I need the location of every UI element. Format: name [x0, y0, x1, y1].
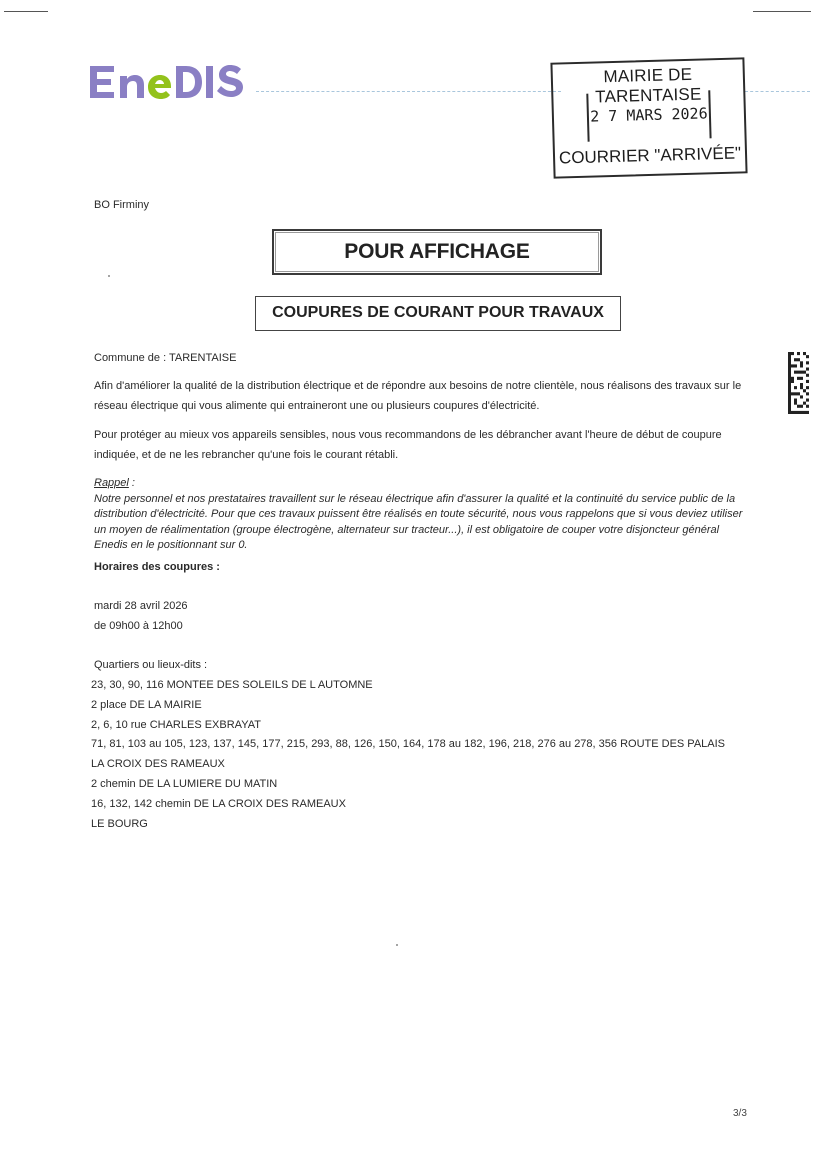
commune-line: Commune de : TARENTAISE: [94, 352, 237, 364]
stamp-organisation: MAIRIE DE TARENTAISE: [595, 64, 702, 107]
scan-speck: [396, 944, 398, 946]
reminder-text: Notre personnel et nos prestataires travaillent sur le réseau électrique afin d'assurer la qualité et la continuité du service public de la distribution d'électricité. Pour que ces travaux puissent être réalisés en toute sécurité, nous vous rappelons que si vous deviez utiliser un moyen de réalimentation (groupe électrogène, alternateur sur tracteur...), il est obligatoire de couper votre disjoncteur général Enedis en le positionnant sur 0.: [94, 492, 743, 552]
stamp-date-box: [586, 90, 711, 141]
stamp-date: 2 7 MARS 2026: [589, 104, 708, 126]
list-item: 2 place DE LA MAIRIE: [91, 698, 202, 711]
reminder-heading: [94, 476, 754, 492]
scan-edge-mark-left: [4, 11, 48, 12]
list-item: 2, 6, 10 rue CHARLES EXBRAYAT: [91, 718, 261, 731]
reception-stamp: [550, 57, 747, 178]
logo-underline-right: [745, 91, 810, 92]
reminder-title-suffix: :: [128, 477, 135, 489]
areas-heading: Quartiers ou lieux-dits :: [94, 659, 208, 671]
stamp-mail-type: COURRIER "ARRIVÉE": [558, 143, 742, 168]
list-item: LE BOURG: [91, 817, 148, 830]
scan-speck: [108, 275, 110, 277]
list-item: 16, 132, 142 chemin DE LA CROIX DES RAMEAUX: [91, 797, 346, 810]
list-item: LA CROIX DES RAMEAUX: [91, 758, 225, 771]
sender-office: BO Firminy: [94, 199, 149, 211]
list-item: 23, 30, 90, 116 MONTEE DES SOLEILS DE L AUTOMNE: [91, 679, 373, 691]
title-box: [272, 229, 602, 275]
advice-paragraph: Pour protéger au mieux vos appareils sensibles, nous vous recommandons de les débrancher avant l'heure de début de coupure indiquée, et de ne les rebrancher qu'une fois le courant rétabli.: [94, 429, 722, 461]
areas-list: [91, 676, 725, 834]
logo-underline: [256, 91, 561, 92]
subtitle-box: [255, 296, 621, 331]
page-number: 3/3: [733, 1108, 747, 1119]
schedule-heading: Horaires des coupures :: [94, 561, 220, 573]
datamatrix-code: [788, 352, 809, 414]
enedis-logo: [86, 60, 246, 100]
outage-date: mardi 28 avril 2026: [94, 600, 188, 612]
page-title: POUR AFFICHAGE: [344, 240, 530, 263]
page-subtitle: COUPURES DE COURANT POUR TRAVAUX: [272, 304, 604, 321]
reminder-title: Rappel: [94, 477, 129, 489]
outage-time: de 09h00 à 12h00: [94, 620, 183, 632]
list-item: 2 chemin DE LA LUMIERE DU MATIN: [91, 777, 278, 790]
intro-paragraph: Afin d'améliorer la qualité de la distribution électrique et de répondre aux besoins de notre clientèle, nous réalisons des travaux sur le réseau électrique qui vous alimente qui entraineront une ou plusieurs coupures d'électricité.: [94, 380, 742, 412]
scan-edge-mark-right: [753, 11, 811, 12]
list-item: 71, 81, 103 au 105, 123, 137, 145, 177, 215, 293, 88, 126, 150, 164, 178 au 182, 196, 218, 276 au 278, 356 ROUTE DES PALAIS: [91, 738, 726, 751]
reminder-block: [94, 476, 754, 554]
